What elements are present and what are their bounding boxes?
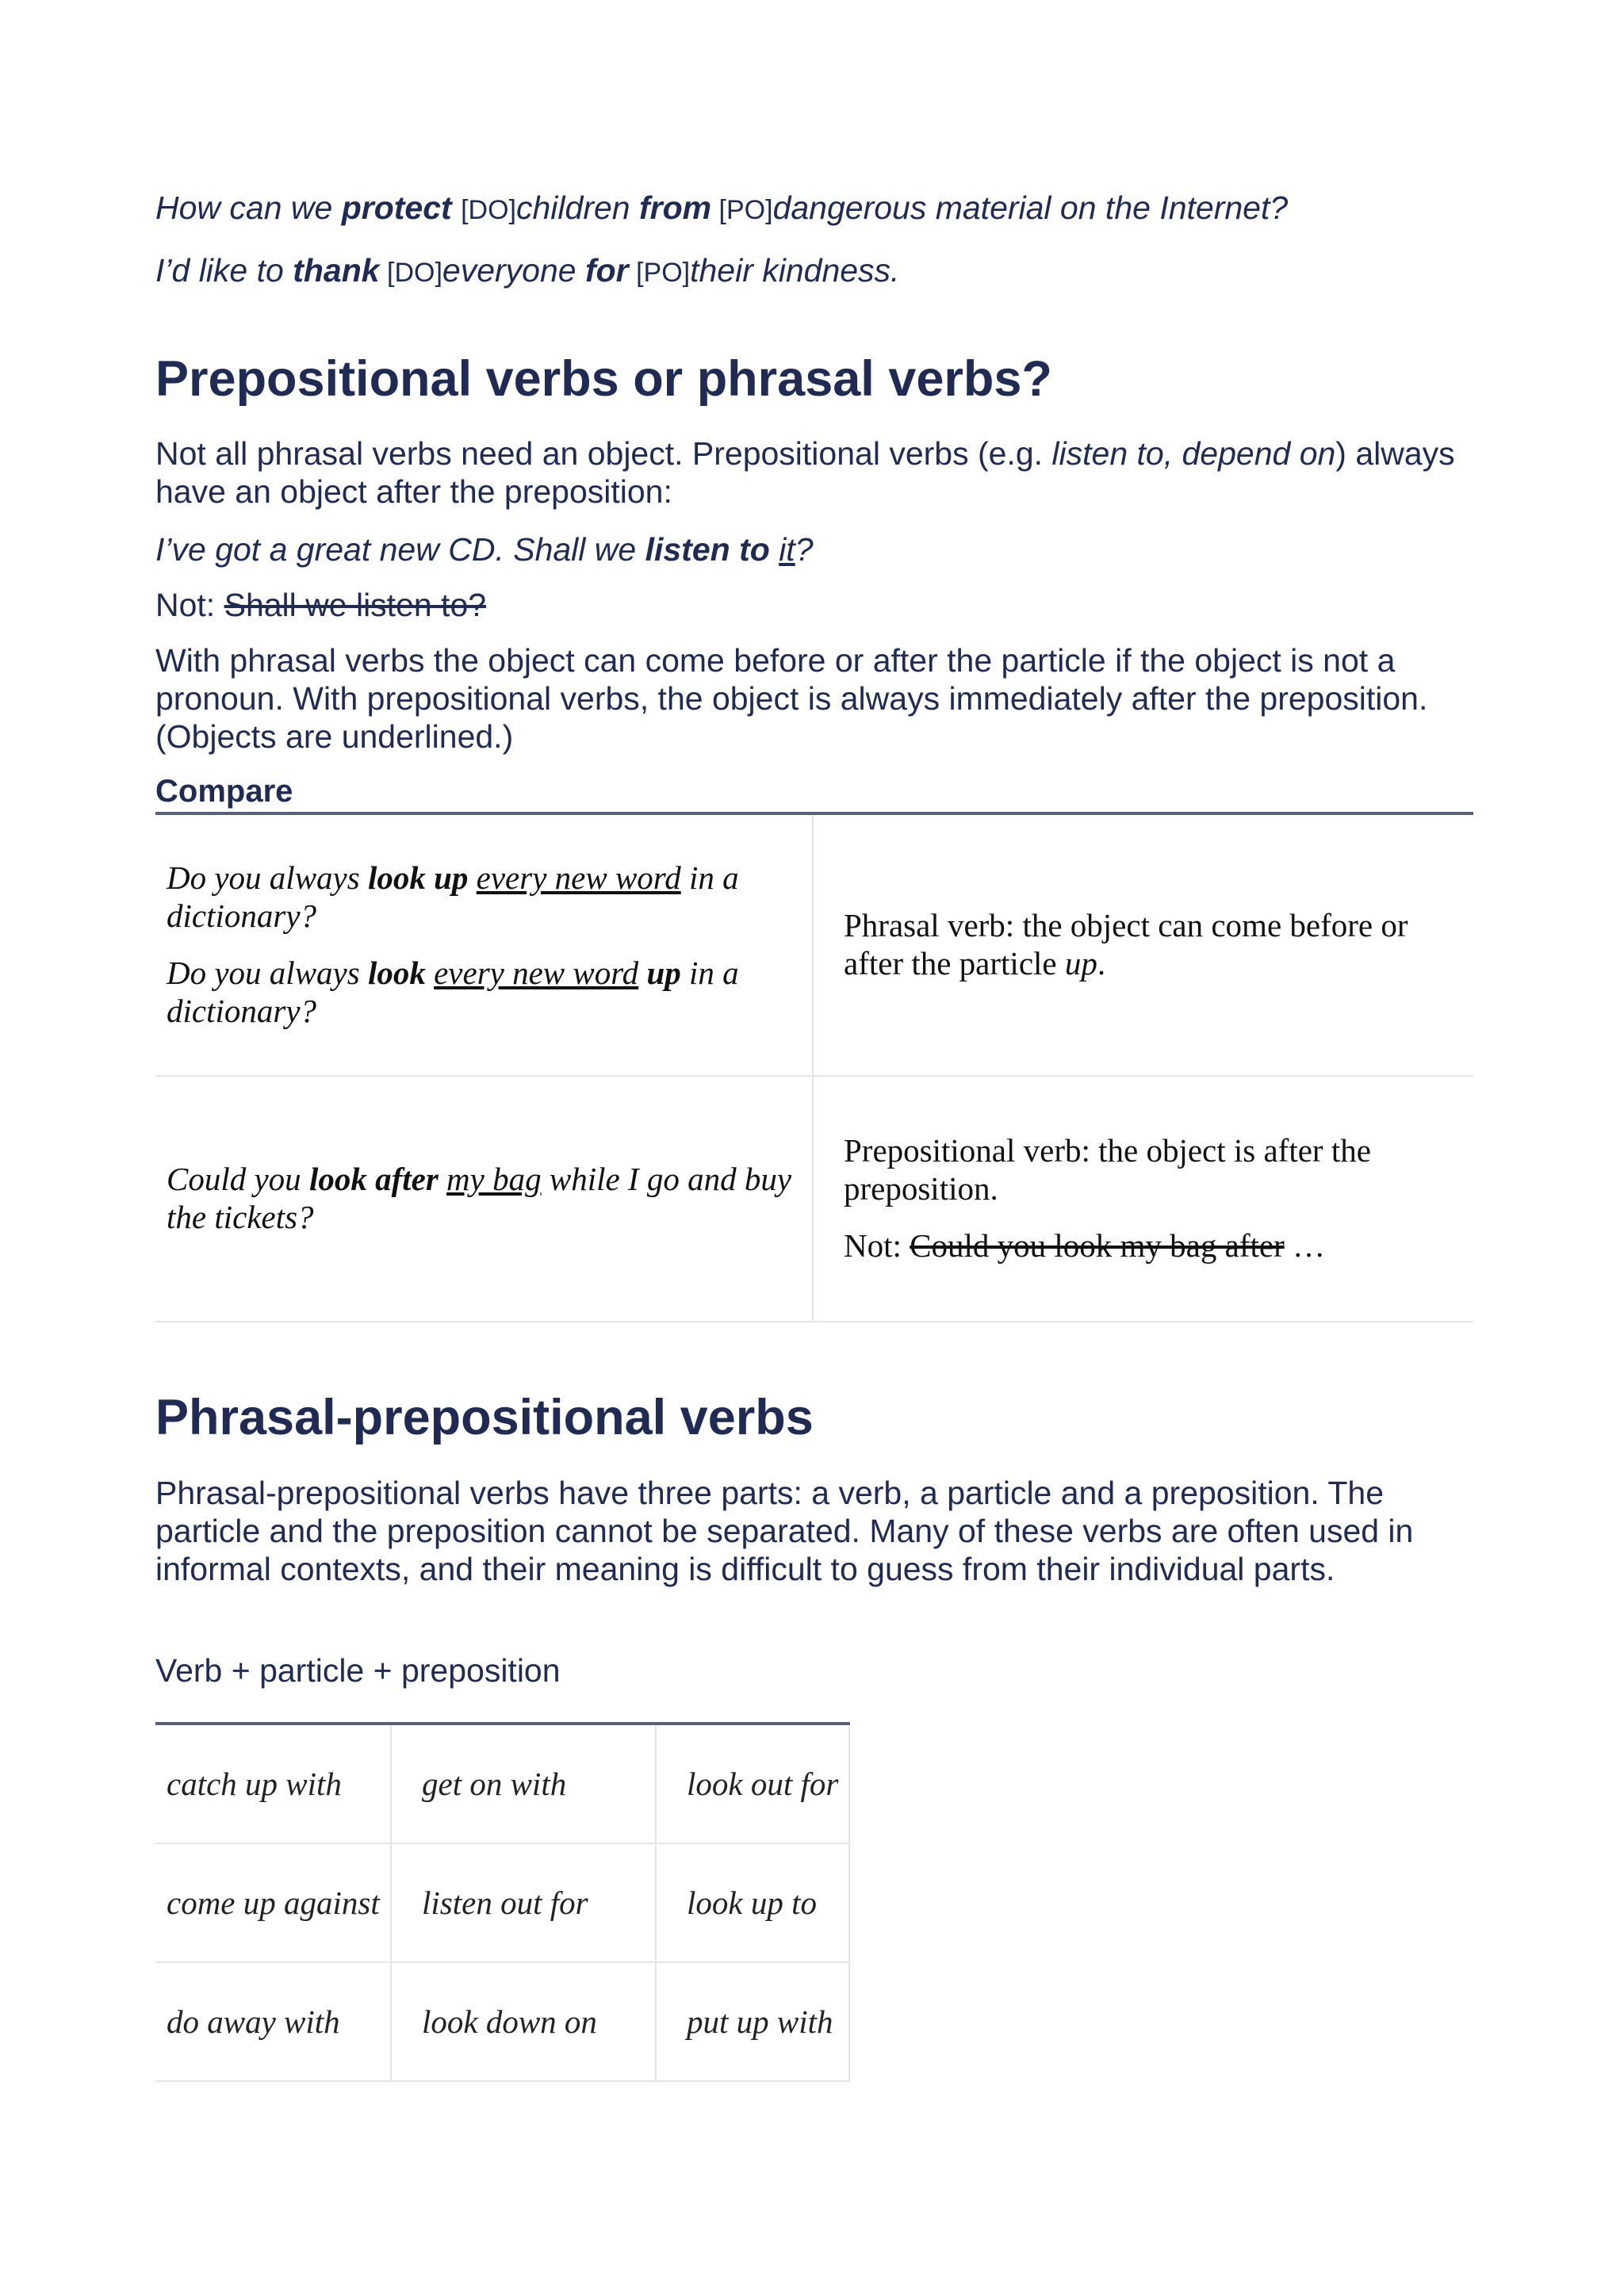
explanation-text: Phrasal verb: the object can come before or after the particle bbox=[844, 906, 1408, 982]
table-cell: catch up with bbox=[155, 1724, 391, 1843]
intro-italic-examples: listen to, depend on bbox=[1051, 434, 1336, 472]
example-text: Do you always bbox=[167, 859, 368, 896]
example-text: I’ve got a great new CD. Shall we bbox=[155, 530, 645, 568]
table-cell bbox=[155, 1076, 813, 1322]
example-verb: thank bbox=[293, 252, 380, 289]
table-row bbox=[155, 813, 1473, 1076]
section-heading-prepositional-vs-phrasal: Prepositional verbs or phrasal verbs? bbox=[155, 351, 1052, 408]
ellipsis: … bbox=[1284, 1226, 1325, 1264]
verb-particle-preposition-table bbox=[155, 1722, 850, 2082]
example-text: children bbox=[516, 189, 639, 226]
intro-text: Not all phrasal verbs need an object. Prepositional verbs (e.g. bbox=[155, 434, 1052, 472]
prepositional-object-tag: [PO] bbox=[628, 258, 691, 289]
not-label: Not: bbox=[844, 1226, 910, 1264]
example-look-up-1 bbox=[167, 859, 801, 936]
table-row bbox=[155, 1076, 1473, 1322]
example-sentence-thank bbox=[155, 251, 1472, 290]
example-text: How can we bbox=[155, 189, 342, 226]
table-cell: listen out for bbox=[391, 1843, 656, 1962]
example-preposition: from bbox=[638, 189, 712, 226]
explanation-paragraph: With phrasal verbs the object can come before or after the particle if the object is not a pronoun. With prepositional verbs, the object is always immediately after the preposition.(Objects are underlined.) bbox=[155, 641, 1428, 755]
table-cell: get on with bbox=[391, 1724, 656, 1843]
section2-intro: Phrasal-prepositional verbs have three parts: a verb, a particle and a preposition. The particle and the preposition cannot be separated. Many of these verbs are often used in informal contexts, and their meaning is difficult to guess from their individual parts. bbox=[155, 1475, 1414, 1588]
space bbox=[439, 1161, 446, 1197]
prepositional-object-tag: [PO] bbox=[711, 195, 773, 225]
direct-object-tag: [DO] bbox=[379, 258, 442, 289]
compare-label: Compare bbox=[155, 773, 293, 809]
example-text: Do you always bbox=[167, 954, 368, 991]
incorrect-example: Shall we listen to? bbox=[224, 586, 487, 623]
example-preposition: for bbox=[584, 252, 629, 289]
example-object: every new word bbox=[476, 859, 681, 896]
example-verb: protect bbox=[341, 189, 452, 226]
space bbox=[770, 531, 779, 568]
space bbox=[638, 955, 646, 991]
table-row bbox=[155, 1962, 849, 2081]
table-cell bbox=[155, 813, 813, 1076]
example-text: ? bbox=[795, 530, 814, 568]
space bbox=[468, 859, 476, 896]
prepositional-verb-explanation: Prepositional verb: the object is after the preposition. bbox=[844, 1131, 1371, 1207]
example-look-up-2 bbox=[167, 955, 801, 1031]
not-line-table bbox=[844, 1227, 1443, 1265]
section-heading-phrasal-prepositional: Phrasal-prepositional verbs bbox=[155, 1389, 814, 1445]
table-cell: come up against bbox=[155, 1843, 391, 1962]
compare-table bbox=[155, 812, 1473, 1322]
table-cell: do away with bbox=[155, 1962, 391, 2081]
table-row bbox=[155, 1724, 849, 1843]
table-subheading: Verb + particle + preposition bbox=[155, 1652, 561, 1689]
example-sentence-listen-to bbox=[155, 530, 1472, 569]
not-line bbox=[155, 587, 1472, 625]
example-text: in a dictionary? bbox=[167, 859, 739, 934]
example-object: my bag bbox=[446, 1160, 542, 1197]
incorrect-example: Could you look my bag after bbox=[910, 1226, 1285, 1264]
table-cell bbox=[813, 813, 1473, 1076]
section-intro bbox=[155, 435, 1472, 511]
table-cell bbox=[813, 1076, 1473, 1322]
example-text: everyone bbox=[442, 252, 585, 289]
example-text: I’d like to bbox=[155, 252, 293, 289]
intro-text: ) always have an object after the preposition: bbox=[155, 434, 1455, 510]
example-text: their kindness. bbox=[690, 252, 900, 289]
explanation-particle: up bbox=[1064, 944, 1097, 982]
explanation-text: . bbox=[1097, 944, 1106, 982]
example-text: in a dictionary? bbox=[167, 954, 739, 1029]
example-sentence-protect bbox=[155, 189, 1472, 228]
direct-object-tag: [DO] bbox=[461, 195, 516, 225]
table-cell: look up to bbox=[656, 1843, 849, 1962]
example-verb: look bbox=[367, 954, 426, 991]
example-verb: listen to bbox=[645, 530, 770, 568]
example-look-after bbox=[167, 1161, 801, 1237]
not-label: Not: bbox=[155, 586, 224, 623]
phrasal-verb-explanation bbox=[844, 907, 1443, 983]
table-cell: look out for bbox=[656, 1724, 849, 1843]
example-verb: look up bbox=[367, 859, 469, 896]
table-cell: put up with bbox=[656, 1962, 849, 2081]
example-text: Could you bbox=[167, 1160, 309, 1197]
example-verb: look after bbox=[308, 1160, 439, 1197]
example-text: while I go and buy the tickets? bbox=[167, 1160, 792, 1235]
example-object: it bbox=[779, 530, 795, 568]
space bbox=[426, 955, 434, 991]
example-object: every new word bbox=[434, 954, 639, 991]
example-particle: up bbox=[646, 954, 681, 991]
example-text: dangerous material on the Internet? bbox=[772, 189, 1289, 226]
table-cell: look down on bbox=[391, 1962, 656, 2081]
table-row bbox=[155, 1843, 849, 1962]
page-content bbox=[155, 189, 1472, 2082]
